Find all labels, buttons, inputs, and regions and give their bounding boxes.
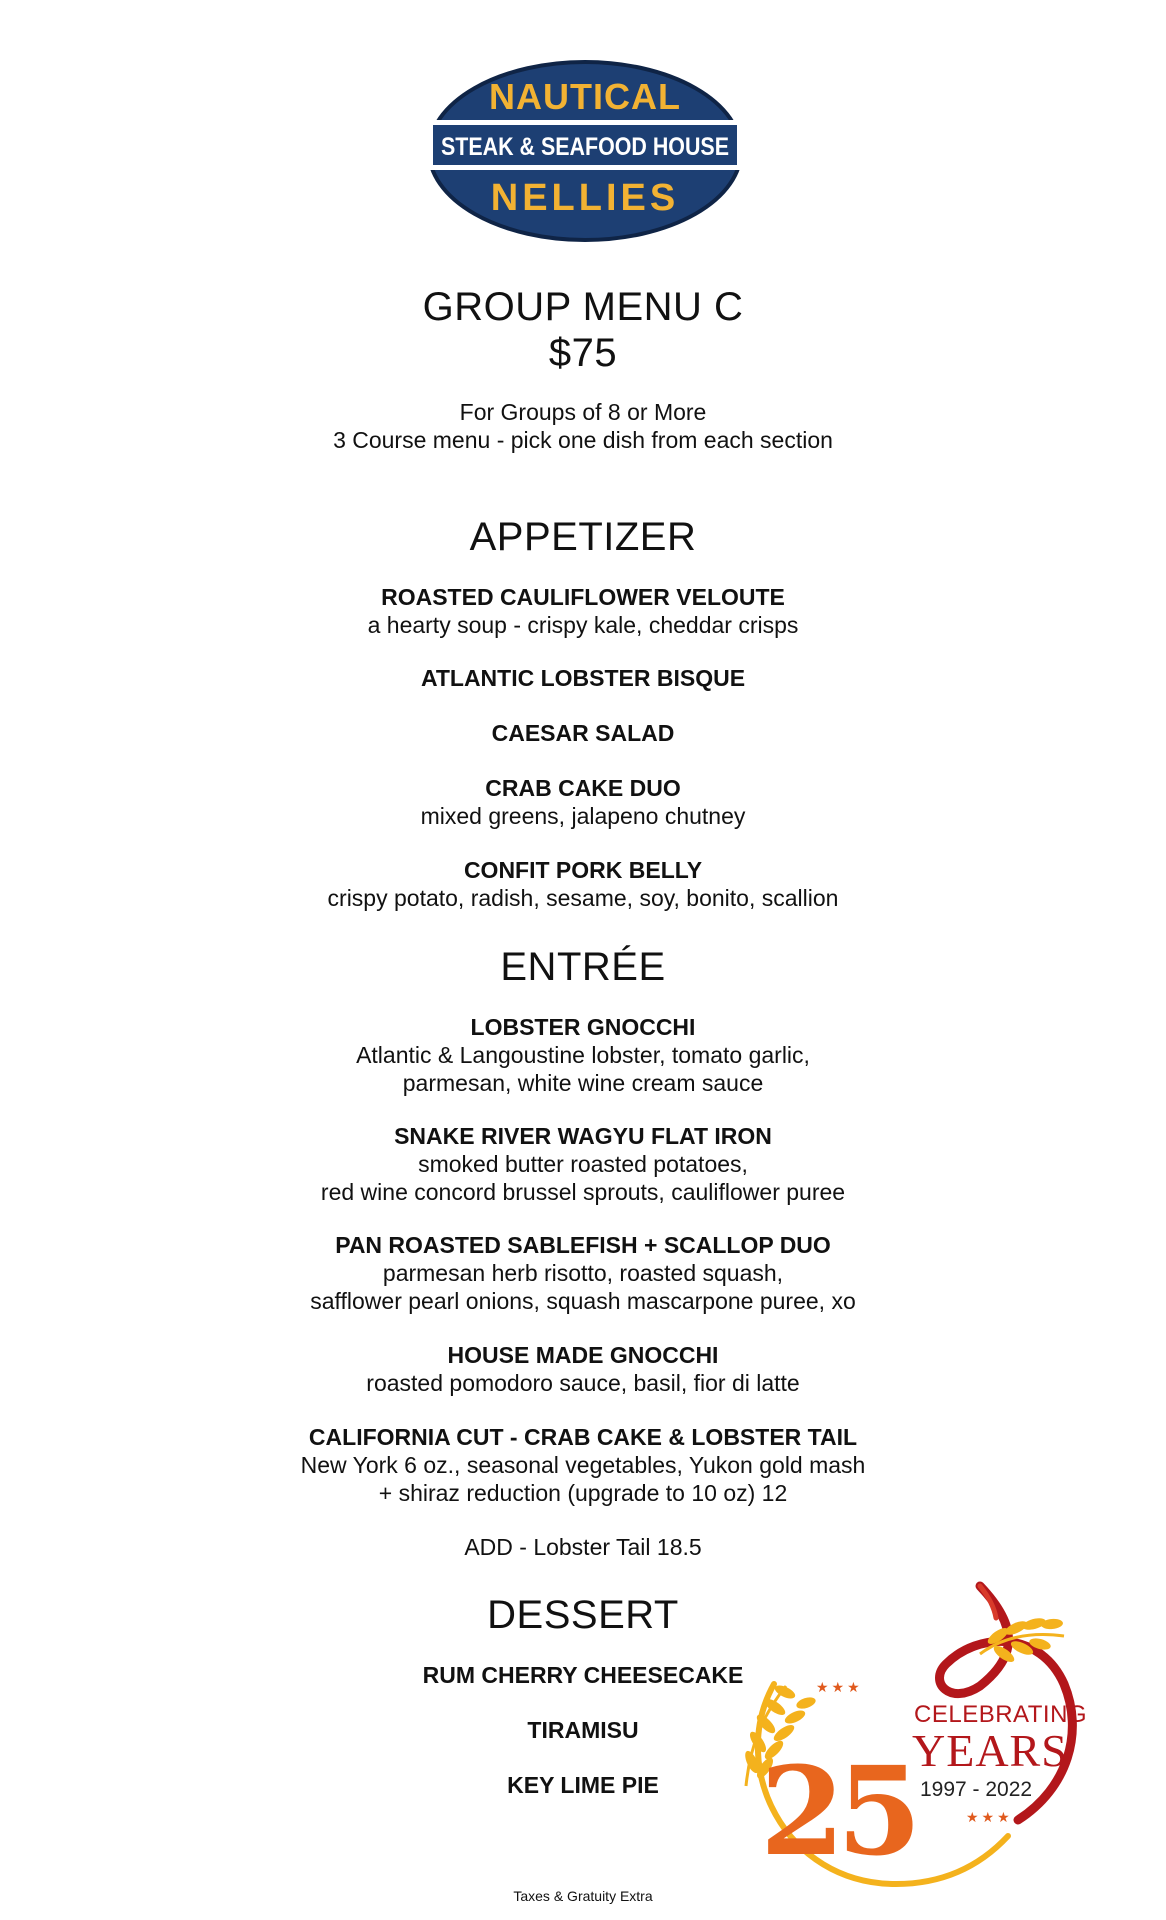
dish-name: LOBSTER GNOCCHI xyxy=(470,1014,696,1040)
dish-description: smoked butter roasted potatoes, xyxy=(418,1151,748,1177)
anniversary-badge xyxy=(718,1566,1118,1896)
section-heading-dessert: DESSERT xyxy=(487,1593,679,1637)
badge-celebrating-text: CELEBRATING xyxy=(914,1701,1088,1728)
dish-name: HOUSE MADE GNOCCHI xyxy=(447,1342,719,1368)
restaurant-logo xyxy=(424,58,746,244)
dish-description: + shiraz reduction (upgrade to 10 oz) 12 xyxy=(378,1480,788,1506)
group-size-note: For Groups of 8 or More xyxy=(459,399,707,425)
dish-description: safflower pearl onions, squash mascarpone puree, xo xyxy=(310,1288,856,1314)
dish-description: red wine concord brussel sprouts, cauliflower puree xyxy=(320,1179,846,1205)
course-instructions: 3 Course menu - pick one dish from each section xyxy=(333,427,833,453)
dish-name: ATLANTIC LOBSTER BISQUE xyxy=(420,665,746,691)
dish-name: CONFIT PORK BELLY xyxy=(463,857,703,883)
logo-middle-text: STEAK & SEAFOOD HOUSE xyxy=(441,133,729,161)
dish-name: ROASTED CAULIFLOWER VELOUTE xyxy=(381,584,785,610)
dish-description: New York 6 oz., seasonal vegetables, Yukon gold mash xyxy=(300,1452,866,1478)
logo-top-text: NAUTICAL xyxy=(489,76,681,117)
section-heading-appetizer: APPETIZER xyxy=(469,515,697,559)
dish-description: Atlantic & Langoustine lobster, tomato garlic, xyxy=(356,1042,810,1068)
dish-name: RUM CHERRY CHEESECAKE xyxy=(422,1662,744,1688)
stars-right-icon: ★★★ xyxy=(966,1810,1013,1826)
badge-number: 25 xyxy=(760,1739,914,1883)
badge-years-text: YEARS xyxy=(912,1725,1068,1776)
logo-bottom-text: NELLIES xyxy=(490,177,680,219)
lobster-tail-addon: ADD - Lobster Tail 18.5 xyxy=(464,1534,702,1560)
dish-description: roasted pomodoro sauce, basil, fior di latte xyxy=(366,1370,800,1396)
badge-dates-text: 1997 - 2022 xyxy=(920,1778,1033,1801)
section-heading-entree: ENTRÉE xyxy=(500,945,666,989)
dish-description: parmesan herb risotto, roasted squash, xyxy=(382,1260,784,1286)
dish-name: KEY LIME PIE xyxy=(507,1772,659,1798)
dish-name: CALIFORNIA CUT - CRAB CAKE & LOBSTER TAIL xyxy=(308,1424,858,1450)
dish-name: PAN ROASTED SABLEFISH + SCALLOP DUO xyxy=(335,1232,831,1258)
stars-left-icon: ★★★ xyxy=(816,1680,863,1696)
dish-description: mixed greens, jalapeno chutney xyxy=(420,803,746,829)
dish-description: parmesan, white wine cream sauce xyxy=(402,1070,764,1096)
taxes-note: Taxes & Gratuity Extra xyxy=(513,1888,653,1904)
dish-description: crispy potato, radish, sesame, soy, bonito, scallion xyxy=(327,885,839,911)
dish-description: a hearty soup - crispy kale, cheddar crisps xyxy=(367,612,799,638)
menu-price: $75 xyxy=(548,331,618,375)
dish-name: TIRAMISU xyxy=(527,1717,639,1743)
dish-name: SNAKE RIVER WAGYU FLAT IRON xyxy=(394,1123,772,1149)
dish-name: CRAB CAKE DUO xyxy=(485,775,681,801)
dish-name: CAESAR SALAD xyxy=(491,720,675,746)
menu-title: GROUP MENU C xyxy=(422,285,744,329)
